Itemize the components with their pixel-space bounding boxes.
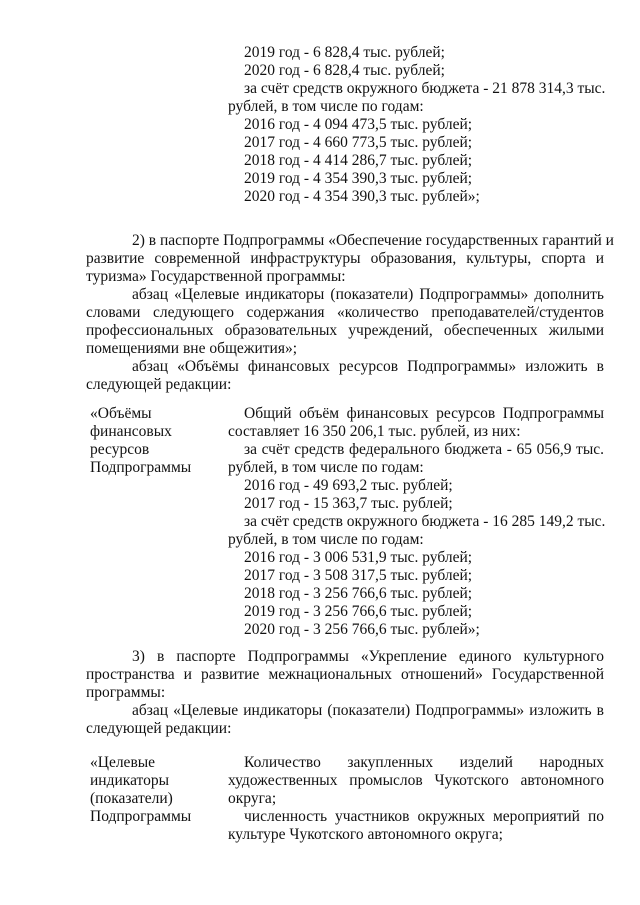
text-line: 2020 год - 6 828,4 тыс. рублей; — [244, 62, 445, 79]
section-2-intro — [86, 232, 614, 286]
text-line: туризма» Государственной программы: — [86, 268, 346, 285]
label-line: «Объёмы — [90, 405, 152, 422]
text-line: абзац «Объёмы финансовых ресурсов Подпрограммы» изложить в — [132, 358, 604, 375]
text-line: пространства и развитие межнациональных отношений» Государственной — [86, 666, 604, 683]
text-line: 2017 год - 3 508 317,5 тыс. рублей; — [244, 567, 473, 584]
text-line: за счёт средств федерального бюджета - 65 056,9 тыс. — [244, 441, 604, 458]
text-line: абзац «Целевые индикаторы (показатели) Подпрограммы» изложить в — [132, 702, 604, 719]
text-line: программы: — [86, 684, 166, 701]
text-line: Общий объём финансовых ресурсов Подпрограммы — [244, 405, 604, 422]
funding-continuation — [228, 44, 604, 206]
text-line: профессиональных образовательных учреждений, обеспеченных жилыми — [86, 322, 604, 339]
table-row-label — [90, 754, 220, 826]
table-row-label — [90, 405, 220, 477]
text-line: рублей, в том числе по годам: — [228, 98, 424, 115]
text-line: Количество закупленных изделий народных — [244, 754, 604, 771]
text-line: рублей, в том числе по годам: — [228, 459, 424, 476]
text-line: 2019 год - 4 354 390,3 тыс. рублей; — [244, 170, 473, 187]
table-row-value — [228, 754, 604, 844]
text-line: 2016 год - 4 094 473,5 тыс. рублей; — [244, 116, 473, 133]
text-line: округа; — [228, 790, 277, 807]
text-line: художественных промыслов Чукотского автономного — [228, 772, 604, 789]
text-line: рублей, в том числе по годам: — [228, 531, 424, 548]
section-3-paragraph — [86, 702, 604, 738]
text-line: развитие современной инфраструктуры образования, культуры, спорта и — [86, 250, 604, 267]
text-line: 2017 год - 4 660 773,5 тыс. рублей; — [244, 134, 473, 151]
text-line: 2017 год - 15 363,7 тыс. рублей; — [244, 495, 453, 512]
label-line: финансовых — [90, 423, 172, 440]
text-line: абзац «Целевые индикаторы (показатели) Подпрограммы» дополнить — [132, 286, 604, 303]
text-line: за счёт средств окружного бюджета - 16 285 149,2 тыс. — [244, 513, 606, 530]
label-line: «Целевые — [90, 754, 156, 771]
text-line: составляет 16 350 206,1 тыс. рублей, из них: — [228, 423, 521, 440]
label-line: индикаторы — [90, 772, 170, 789]
text-line: следующей редакции: — [86, 720, 232, 737]
text-line: словами следующего содержания «количество преподавателей/студентов — [86, 304, 604, 321]
label-line: Подпрограммы — [90, 808, 192, 825]
section-2-paragraph-1 — [86, 286, 604, 358]
text-line: 3) в паспорте Подпрограммы «Укрепление единого культурного — [132, 648, 604, 665]
text-line: 2019 год - 6 828,4 тыс. рублей; — [244, 44, 445, 61]
text-line: 2016 год - 49 693,2 тыс. рублей; — [244, 477, 453, 494]
text-line: численность участников окружных мероприятий по — [244, 808, 604, 825]
section-3-intro — [86, 648, 604, 702]
text-line: 2) в паспорте Подпрограммы «Обеспечение государственных гарантий и — [132, 232, 614, 249]
text-line: 2018 год - 3 256 766,6 тыс. рублей; — [244, 585, 473, 602]
label-line: Подпрограммы — [90, 459, 192, 476]
text-line: 2019 год - 3 256 766,6 тыс. рублей; — [244, 603, 473, 620]
text-line: 2018 год - 4 414 286,7 тыс. рублей; — [244, 152, 473, 169]
text-line: за счёт средств окружного бюджета - 21 878 314,3 тыс. — [244, 80, 606, 97]
text-line: следующей редакции: — [86, 376, 232, 393]
label-line: ресурсов — [90, 441, 150, 458]
label-line: (показатели) — [90, 790, 173, 807]
text-line: 2020 год - 4 354 390,3 тыс. рублей»; — [244, 188, 480, 205]
text-line: 2020 год - 3 256 766,6 тыс. рублей»; — [244, 621, 480, 638]
text-line: помещениями вне общежития»; — [86, 340, 298, 357]
section-2-paragraph-2 — [86, 358, 604, 394]
text-line: культуре Чукотского автономного округа; — [228, 826, 503, 843]
text-line: 2016 год - 3 006 531,9 тыс. рублей; — [244, 549, 473, 566]
table-row-value — [228, 405, 604, 639]
